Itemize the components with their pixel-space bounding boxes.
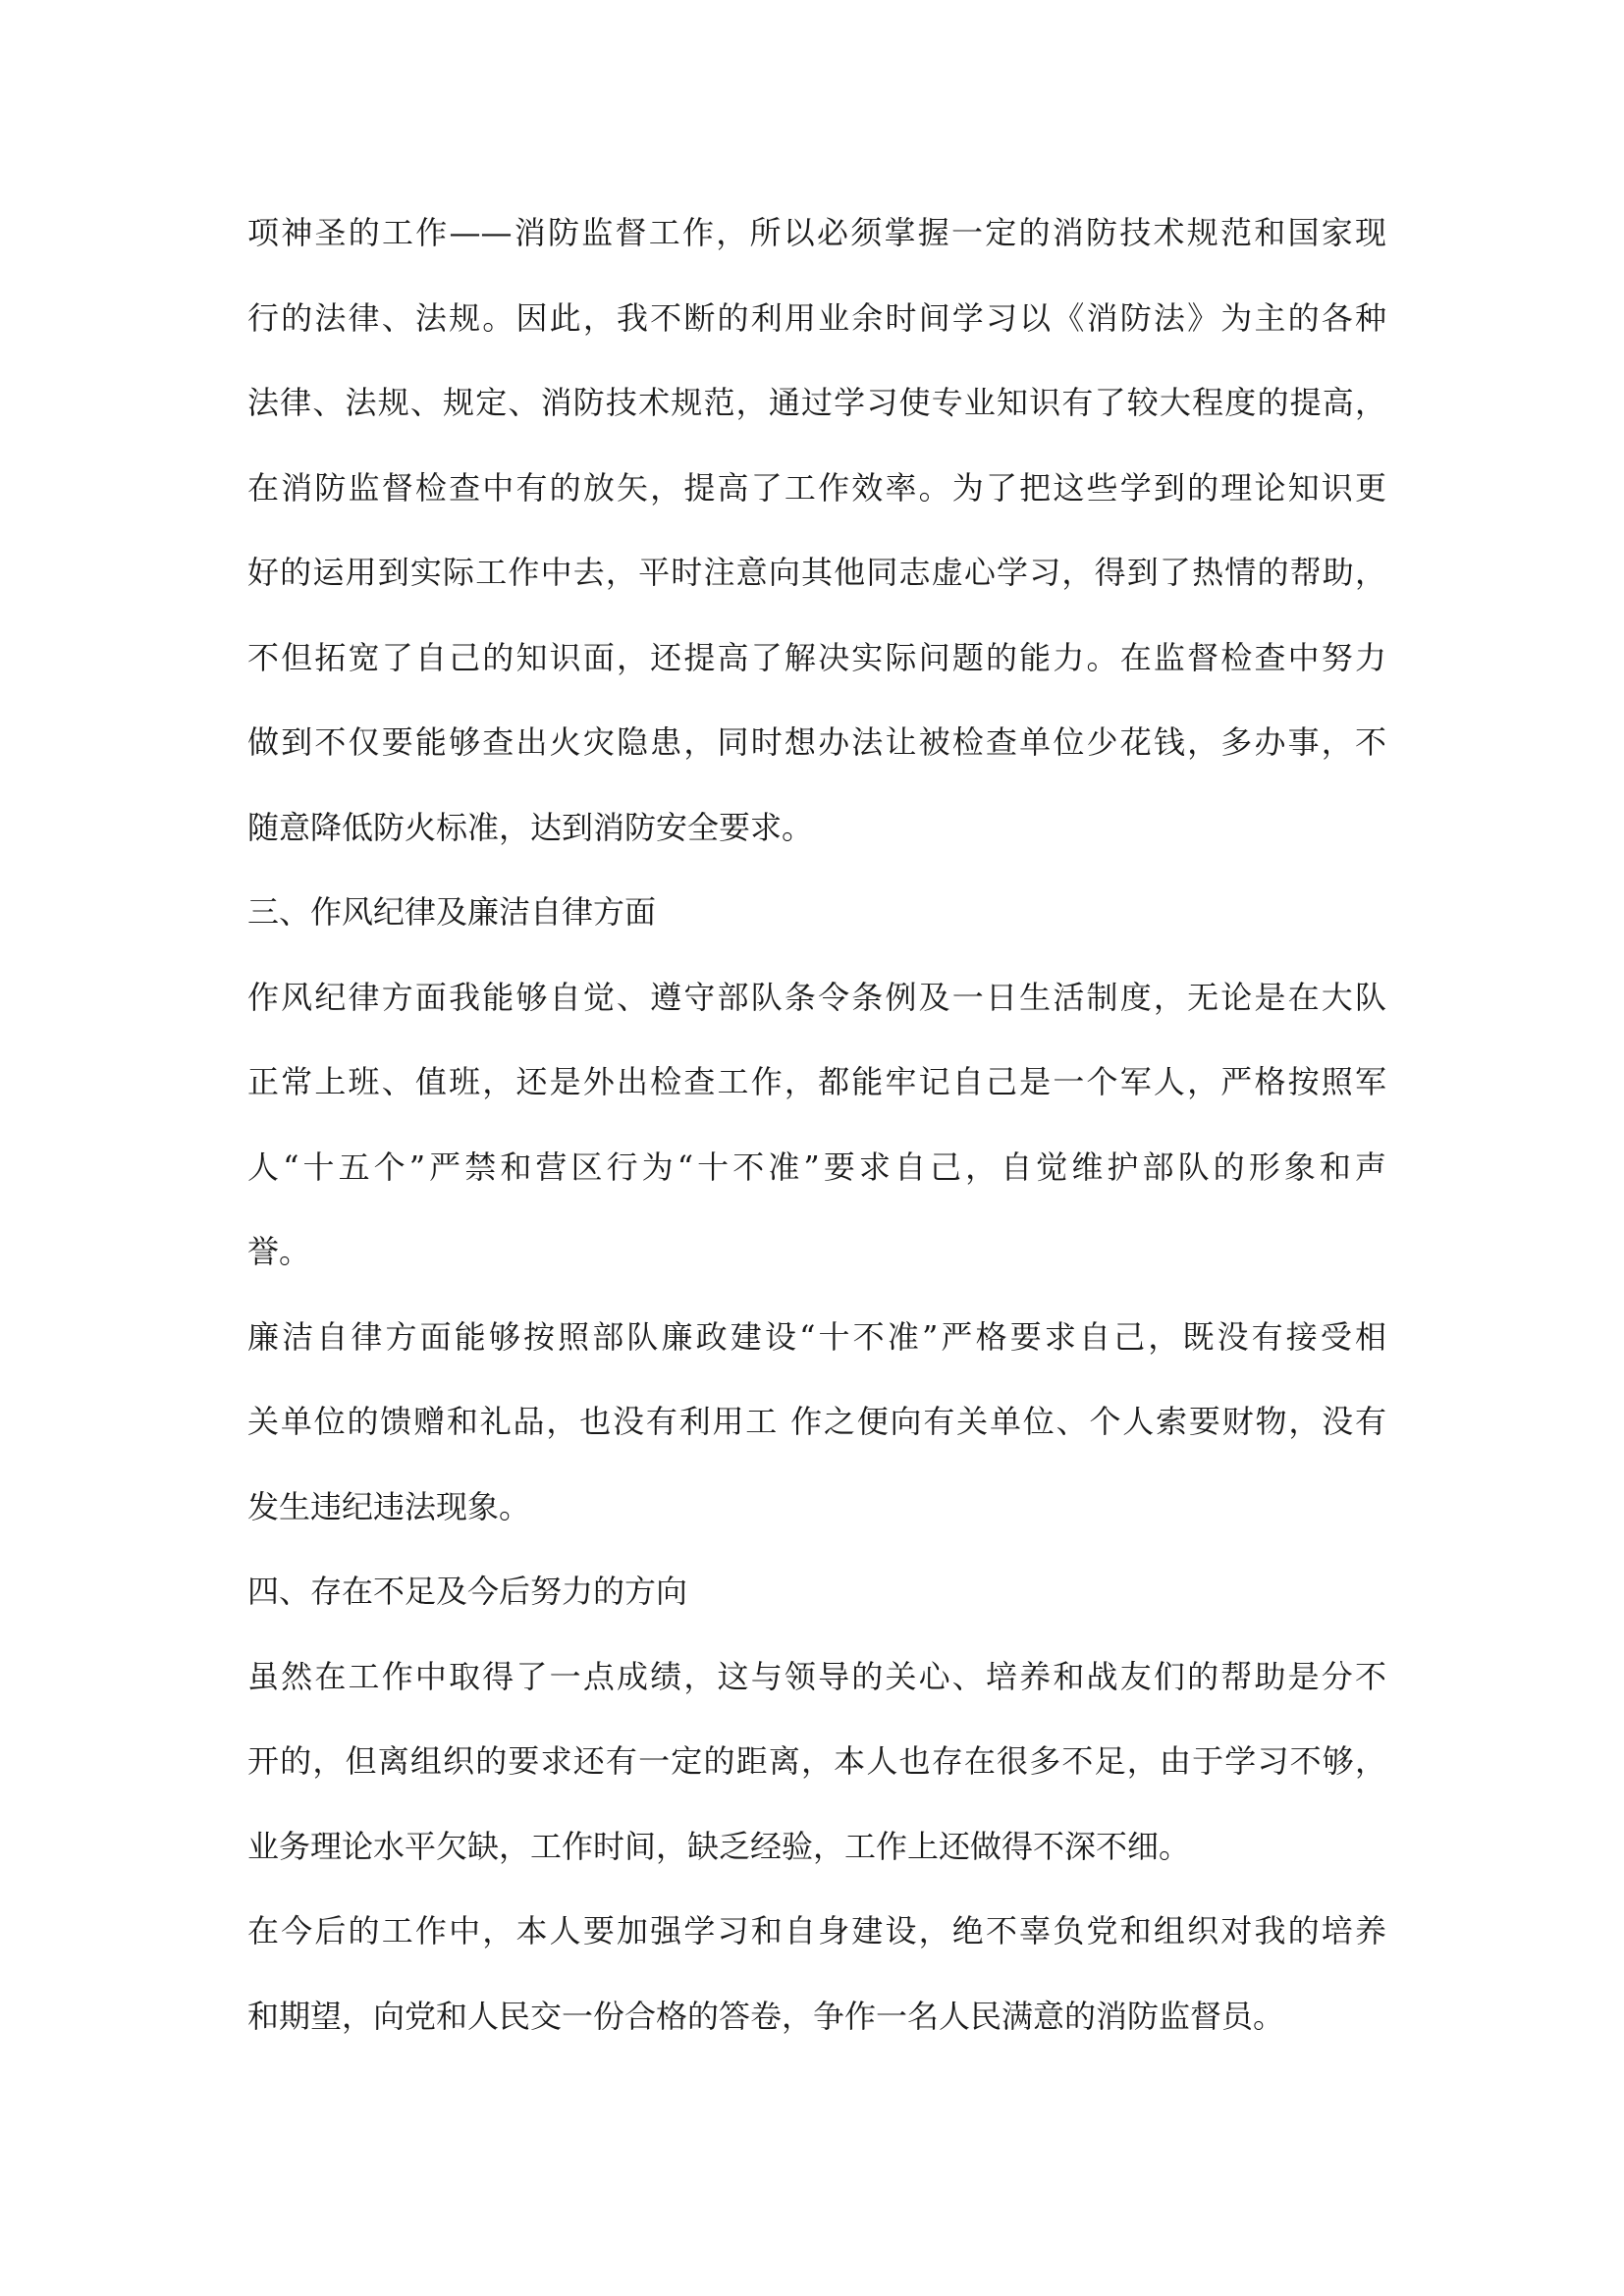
text-line: 在今后的工作中，本人要加强学习和自身建设，绝不辜负党和组织对我的培养 [247,1912,1386,1949]
text-line: 作风纪律方面我能够自觉、遵守部队条令条例及一日生活制度，无论是在大队 [247,978,1386,1016]
text-line: 廉洁自律方面能够按照部队廉政建设“十不准”严格要求自己，既没有接受相 [247,1317,1386,1356]
text-line: 誉。 [247,1233,311,1270]
text-line: 发生违纪违法现象。 [247,1487,531,1525]
text-line: 三、作风纪律及廉洁自律方面 [247,893,657,931]
text-line: 和期望，向党和人民交一份合格的答卷，争作一名人民满意的消防监督员。 [247,1997,1285,2035]
text-line: 业务理论水平欠缺，工作时间，缺乏经验，工作上还做得不深不细。 [247,1827,1191,1865]
text-line: 在消防监督检查中有的放矢，提高了工作效率。为了把这些学到的理论知识更 [247,468,1386,507]
text-line: 人“十五个”严禁和营区行为“十不准”要求自己，自觉维护部队的形象和声 [247,1148,1386,1186]
text-line: 正常上班、值班，还是外出检查工作，都能牢记自己是一个军人，严格按照军 [247,1063,1386,1100]
text-line: 做到不仅要能够查出火灾隐患，同时想办法让被检查单位少花钱，多办事，不 [247,723,1386,761]
text-line: 项神圣的工作——消防监督工作，所以必须掌握一定的消防技术规范和国家现 [247,214,1386,251]
text-line: 关单位的馈赠和礼品，也没有利用工 作之便向有关单位、个人索要财物，没有 [247,1403,1386,1440]
text-line: 不但拓宽了自己的知识面，还提高了解决实际问题的能力。在监督检查中努力 [247,638,1386,676]
text-line: 虽然在工作中取得了一点成绩，这与领导的关心、培养和战友们的帮助是分不 [247,1657,1386,1695]
text-line: 法律、法规、规定、消防技术规范，通过学习使专业知识有了较大程度的提高， [247,384,1386,421]
text-line: 开的，但离组织的要求还有一定的距离，本人也存在很多不足，由于学习不够， [247,1742,1386,1780]
text-line: 四、存在不足及今后努力的方向 [247,1573,688,1610]
text-line: 行的法律、法规。因此，我不断的利用业余时间学习以《消防法》为主的各种 [247,298,1386,337]
document-body [247,190,1386,2058]
text-line: 好的运用到实际工作中去，平时注意向其他同志虚心学习，得到了热情的帮助， [247,554,1386,591]
text-line: 随意降低防火标准，达到消防安全要求。 [247,808,814,846]
